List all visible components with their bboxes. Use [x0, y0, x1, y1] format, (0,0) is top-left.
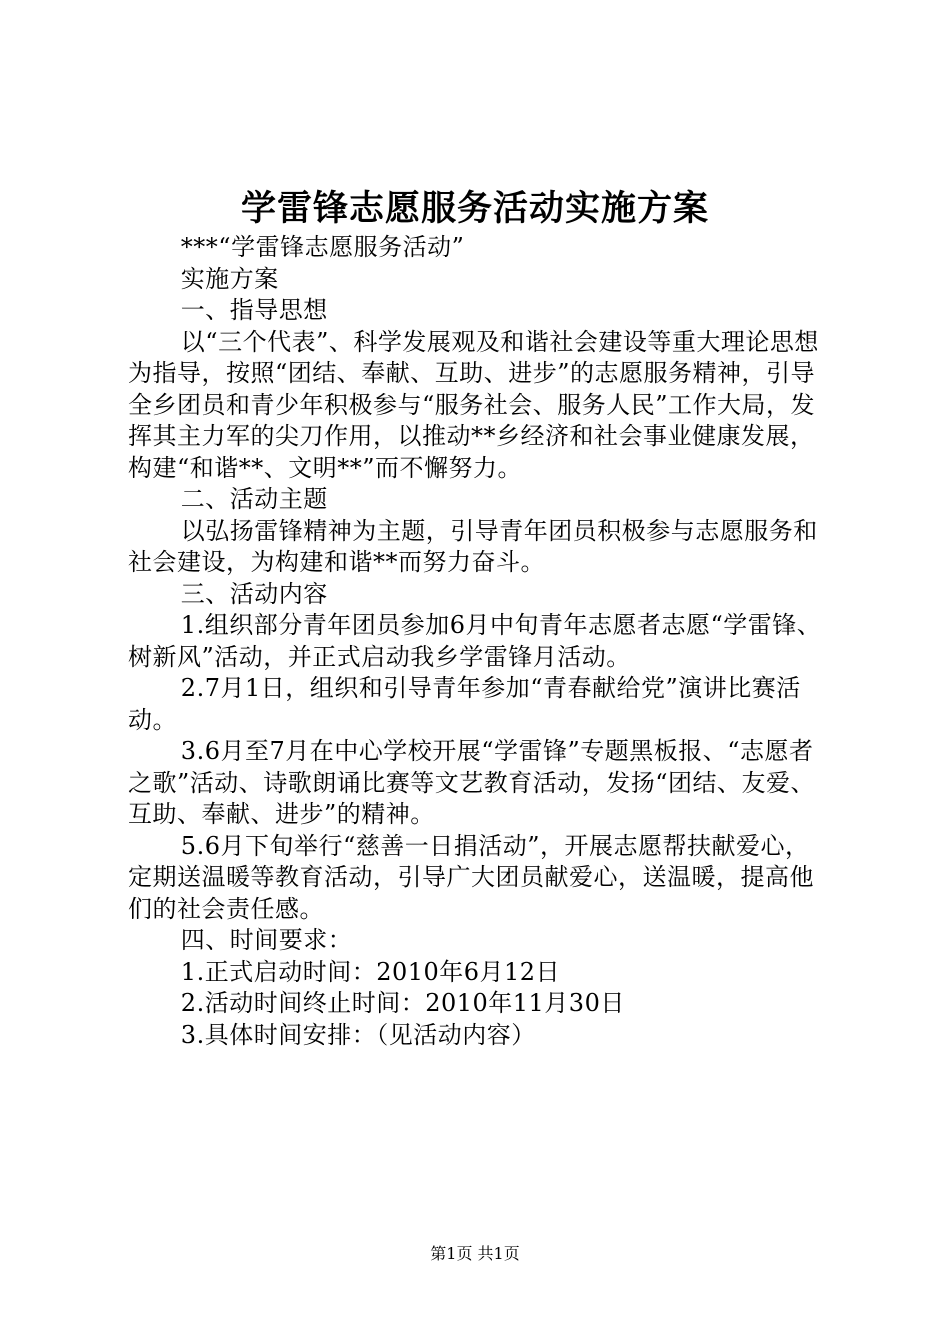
page-footer: 第1页 共1页: [430, 1244, 520, 1263]
document-title: 学雷锋志愿服务活动实施方案: [240, 188, 709, 229]
section-heading-guiding-thought: 一、指导思想: [180, 296, 328, 324]
paragraph-time-item-2: 2.活动时间终止时间：2010年11月30日: [180, 989, 625, 1017]
paragraph-subtitle-2: 实施方案: [180, 264, 279, 293]
paragraph-activity-theme: 以弘扬雷锋精神为主题，引导青年团员积极参与志愿服务和社会建设，为构建和谐**而努力奋斗。: [128, 516, 818, 576]
document-body: [128, 232, 828, 1051]
section-heading-activity-theme: 二、活动主题: [180, 485, 328, 513]
paragraph-activity-item-2: 2.7月1日，组织和引导青年参加“青春献给党”演讲比赛活动。: [128, 674, 801, 734]
paragraph-subtitle-1: ***“学雷锋志愿服务活动”: [180, 233, 465, 261]
paragraph-time-item-3: 3.具体时间安排：（见活动内容）: [180, 1020, 536, 1049]
section-heading-activity-content: 三、活动内容: [180, 579, 328, 608]
section-heading-time-requirements: 四、时间要求：: [180, 926, 353, 954]
paragraph-activity-item-1: 1.组织部分青年团员参加6月中旬青年志愿者志愿“学雷锋、树新风”活动，并正式启动我乡学雷锋月活动。: [128, 611, 822, 671]
paragraph-activity-item-5: 5.6月下旬举行“慈善一日捐活动”，开展志愿帮扶献爱心，定期送温暖等教育活动，引导广大团员献爱心，送温暖，提高他们的社会责任感。: [128, 831, 814, 923]
paragraph-guiding-thought: 以“三个代表”、科学发展观及和谐社会建设等重大理论思想为指导，按照“团结、奉献、互助、进步”的志愿服务精神，引导全乡团员和青少年积极参与“服务社会、服务人民”工作大局，发挥其主力军的尖刀作用，以推动**乡经济和社会事业健康发展，构建“和谐**、文明**”而不懈努力。: [128, 327, 819, 482]
paragraph-time-item-1: 1.正式启动时间：2010年6月12日: [180, 957, 561, 986]
paragraph-activity-item-3: 3.6月至7月在中心学校开展“学雷锋”专题黑板报、“志愿者之歌”活动、诗歌朗诵比赛等文艺教育活动，发扬“团结、友爱、互助、奉献、进步”的精神。: [128, 737, 816, 828]
